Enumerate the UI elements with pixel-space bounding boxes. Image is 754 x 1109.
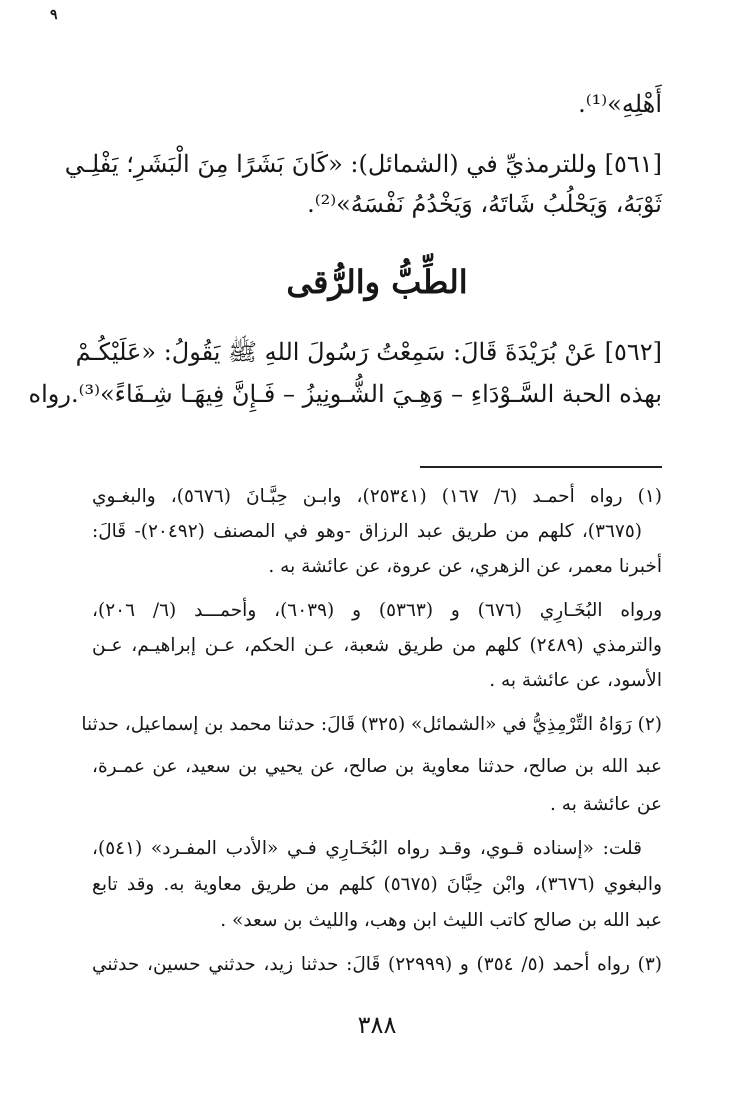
footnote-2-line-6: عبد الله بن صالح كاتب الليث ابن وهب، والليث بن سعد» . xyxy=(220,910,662,931)
hadith-561-line-2: ثَوْبَهُ، وَيَحْلُبُ شَاتَهُ، وَيَخْدُمُ نَفْسَهُ»⁽²⁾. xyxy=(307,190,662,218)
hadith-562-line-1: [٥٦٢] عَنْ بُرَيْدَةَ قَالَ: سَمِعْتُ رَسُولَ اللهِ ﷺ يَقُولُ: «عَلَيْكُـمْ xyxy=(75,338,662,366)
footnote-2-line-2: عبد الله بن صالح، حدثنا معاوية بن صالح، عن يحيي بن سعيد، عن عمـرة، xyxy=(92,756,662,777)
footnote-2-line-5: والبغوي (٣٦٧٦)، وابْن حِبَّانَ (٥٦٧٥) كلهم من طريق معاوية به. وقد تابع xyxy=(92,874,663,895)
footnote-1-line-6: الأسود، عن عائشة به . xyxy=(489,670,662,691)
footnote-1-line-2: (٣٦٧٥)، كلهم من طريق عبد الرزاق -وهو في المصنف (٢٠٤٩٢)- قَالَ: xyxy=(92,521,642,542)
footnote-2-line-1: (٢) رَوَاهُ التِّرْمِذِيُّ في «الشمائل» (٣٢٥) قَالَ: حدثنا محمد بن إسماعيل، حدثنا xyxy=(81,714,662,735)
hadith-562-line-2: بهذه الحبة السَّـوْدَاءِ – وَهِـيَ الشُّـونِيزُ – فَـإِنَّ فِيهَـا شِـفَاءً»⁽³⁾.رواه xyxy=(28,380,662,408)
footnote-1-line-3: أخبرنا معمر، عن الزهري، عن عروة، عن عائشة به . xyxy=(268,556,662,577)
footnote-1-line-1: (١) رواه أحمـد (٦/ ١٦٧) (٢٥٣٤١)، وابـن حِبَّـانَ (٥٦٧٦)، والبغـوي xyxy=(92,486,662,507)
footnote-1-line-5: والترمذي (٢٤٨٩) كلهم من طريق شعبة، عـن الحكم، عـن إبراهيـم، عـن xyxy=(92,635,662,656)
page-number: ٣٨٨ xyxy=(357,1011,397,1039)
footnote-3-line-1: (٣) رواه أحمد (٥/ ٣٥٤) و (٢٢٩٩٩) قَالَ: حدثنا زيد، حدثني حسين، حدثني xyxy=(92,954,662,975)
footnote-divider xyxy=(420,466,662,468)
section-heading: الطِّبُّ والرُّقى xyxy=(286,263,468,301)
corner-mark: ٩ xyxy=(50,7,58,23)
continued-hadith-line: أَهْلِهِ»⁽¹⁾. xyxy=(578,90,662,118)
footnote-1-line-4: ورواه البُخَـارِي (٦٧٦) و (٥٣٦٣) و (٦٠٣٩)، وأحمـــد (٦/ ٢٠٦)، xyxy=(92,600,662,621)
footnote-2-line-4: قلت: «إسناده قـوي، وقـد رواه البُخَـارِي فـي «الأدب المفـرد» (٥٤١)، xyxy=(92,838,642,859)
hadith-561-line-1: [٥٦١] وللترمذيِّ في (الشمائل): «كَانَ بَشَرًا مِنَ الْبَشَرِ؛ يَفْلِـي xyxy=(64,150,662,178)
footnote-2-line-3: عن عائشة به . xyxy=(550,794,662,815)
